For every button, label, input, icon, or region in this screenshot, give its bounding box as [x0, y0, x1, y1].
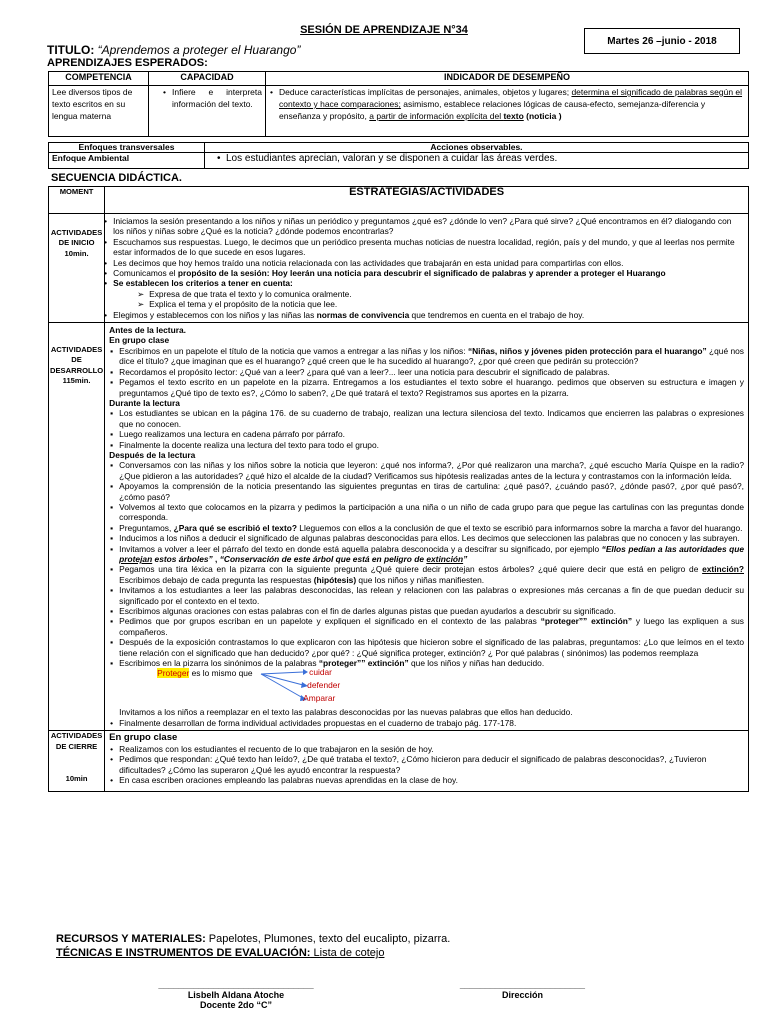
cierre-item: • Pedimos que respondan: ¿Qué texto han leído?, ¿De qué trataba el texto?, ¿Cómo hicieron para deducir el significado de palabras desconocidas?, ¿Tuvieron dificultades? ¿Cómo las superaron ¿Qué les ayudó encontrar la respuesta?: [119, 754, 744, 775]
inicio-proposito: • Comunicamos el propósito de la sesión: Hoy leerán una noticia para descubrir el significado de palabras y aprender a proteger el Huarango: [113, 268, 744, 278]
lesson-title: [47, 43, 300, 57]
tecnicas-line: TÉCNICAS E INSTRUMENTOS DE EVALUACIÓN: Lista de cotejo: [56, 947, 385, 959]
competencia-cell: Lee diversos tipos de texto escritos en su lengua materna: [49, 86, 149, 137]
despues-item: ▪ Pegamos una tira léxica en la pizarra con la siguiente pregunta ¿Qué quiere decir protejan estos árboles? ¿qué quiere decir que está en peligro de extinción? Escribimos debajo de cada pregunta las respuestas (hipótesis) que los niños y niñas manifiesten.: [119, 564, 744, 585]
despues-item: ▪ Después de la exposición contrastamos lo que explicaron con las hipótesis que hicieron sobre el significado de las palabras, preguntamos: ¿Lo que leímos en el texto tiene relación con el significado que han deducido? ¿por qué? : ¿Qué significa proteger, extinción? ¿ Por qué palabras ( sinónimos) las podemos reemplaza: [119, 637, 744, 658]
durante-item: ▪ Luego realizamos una lectura en cadena párrafo por párrafo.: [119, 429, 744, 439]
despues-item: ▪ Escribimos algunas oraciones con estas palabras con el fin de darles algunas pistas que puedan ayudarlos a descubrir su significado.: [119, 606, 744, 616]
inicio-item: • Escuchamos sus respuestas. Luego, le decimos que un periódico presenta muchas noticias de nuestra localidad, región, país y del mundo, y que al leerlas nos permite estar informados de lo que sucede en esos lugares.: [113, 237, 744, 258]
cierre-grupo: En grupo clase: [109, 732, 178, 744]
synonym-word: cuidar: [309, 667, 332, 678]
antes-heading: Antes de la lectura.: [109, 325, 186, 336]
antes-item: ▪ Escribimos en un papelote el título de la noticia que vamos a entregar a las niñas y los niños: “Niñas, niños y jóvenes piden protección para el huarango” ¿qué nos dice el título? ¿que imaginan que es el huarango? ¿qué creen que le ha sucedido al huarango?, ¿por qué creen que pedirán su protección?: [119, 346, 744, 367]
synonym-arrows: [259, 668, 309, 704]
date-box: Martes 26 –junio - 2018: [584, 28, 740, 54]
enfoque-cell: Enfoque Ambiental: [49, 153, 205, 169]
secuencia-table: [48, 186, 749, 792]
synonyms-diagram: [109, 668, 744, 704]
competencias-table: [48, 71, 749, 137]
durante-item: ▪ Los estudiantes se ubican en la página 176. de su cuaderno de trabajo, realizan una lectura silenciosa del texto. Indicamos que encierren las palabras o expresiones que no conocen.: [119, 408, 744, 429]
despues-item: ▪ Invitamos a volver a leer el párrafo del texto en donde está aquella palabra desconocida y a descifrar su significado, por ejemplo “Ellos pedían a las autoridades que protejan estos árboles” , “Conservación de este árbol que está en peligro de extinción”: [119, 544, 744, 565]
accion-item: • Los estudiantes aprecian, valoran y se disponen a cuidar las áreas verdes.: [226, 153, 745, 164]
despues-item: ▪ Invitamos a los estudiantes a leer las palabras desconocidas, las relean y relacionen con las palabras o expresiones más cercanas a fin de que puedan deducir su significado por el contexto en el texto.: [119, 585, 744, 606]
despues-item: ▪ Preguntamos, ¿Para qué se escribió el texto? Lleguemos con ellos a la conclusión de que el texto se escribió para informarnos sobre la marcha a favor del huarango.: [119, 523, 744, 533]
enfoques-header: Enfoques transversales: [49, 143, 205, 153]
strategies-header: ESTRATEGIAS/ACTIVIDADES: [105, 187, 749, 214]
col-header-indicador: INDICADOR DE DESEMPEÑO: [266, 72, 749, 86]
capacidad-cell: [149, 86, 266, 137]
durante-heading: Durante la lectura: [109, 397, 180, 408]
final-item: • Finalmente desarrollan de forma individual actividades propuestas en el cuaderno de trabajo pág. 177-178.: [119, 718, 744, 728]
despues-item: ▪ Apoyamos la comprensión de la noticia presentando las siguientes preguntas en tiras de cartulina: ¿qué pasó?, ¿cuándo pasó?, ¿dónde pasó?, ¿por qué pasó?, ¿cómo pasó?: [119, 481, 744, 502]
cierre-content: [105, 731, 749, 792]
secuencia-label: SECUENCIA DIDÁCTICA.: [51, 172, 182, 184]
direccion-label: Dirección: [501, 990, 543, 1000]
desarrollo-label: ACTIVIDADES DE DESARROLLO 115min.: [49, 323, 105, 731]
despues-item: ▪ Conversamos con las niñas y los niños sobre la noticia que leyeron: ¿qué nos informa?, ¿Por qué realizaron una marcha?, ¿qué escucho María Quispe en la radio? ¿Que pidieron a las autoridades? ¿qué hizo el alcalde de la ciudad? Verificamos sus hipótesis realizadas antes de la lectura y contrastamos con la información leída.: [119, 460, 744, 481]
indicador-item: • Deduce características implícitas de personajes, animales, objetos y lugares; determina el significado de palabras según el contexto y hace comparaciones; asimismo, establece relaciones lógicas de causa-efecto, semejanza-diferencia y enseñanza y propósito, a partir de información explícita del texto (noticia ): [279, 86, 745, 122]
antes-item: ▪ Pegamos el texto escrito en un papelote en la pizarra. Entregamos a los estudiantes el texto sobre el huarango. pedimos que observen su estructura e imagen y preguntamos ¿Qué tipo de texto es?, ¿Cómo lo saben?, ¿De qué tratará el texto? Registramos sus aportes en la pizarra.: [119, 377, 744, 398]
docente-role: Docente 2do “C”: [199, 1000, 272, 1010]
indicador-cell: [266, 86, 749, 137]
despues-item: ▪ Escribimos en la pizarra los sinónimos de la palabras “proteger”” extinción” que los niños y niñas han deducido.: [119, 658, 744, 668]
signature-direccion: [455, 980, 590, 1000]
criterio-item: ➢ Explica el tema y el propósito de la noticia que lee.: [149, 299, 744, 309]
criterio-item: ➢ Expresa de que trata el texto y lo comunica oralmente.: [149, 289, 744, 299]
desarrollo-content: [105, 323, 749, 731]
capacidad-item: • Infiere e interpreta información del texto.: [172, 86, 262, 110]
col-header-competencia: COMPETENCIA: [49, 72, 149, 86]
despues-item: ▪ Pedimos que por grupos escriban en un papelote y expliquen el significado en el contexto de las palabras “proteger”” extinción” y luego las expliquen a sus compañeros.: [119, 616, 744, 637]
signature-line: _______________________________: [158, 980, 314, 990]
acciones-header: Acciones observables.: [205, 143, 749, 153]
proteger-text: Proteger es lo mismo que: [157, 668, 253, 679]
cierre-label: ACTIVIDADES DE CIERRE 10min: [49, 731, 105, 792]
grupo-heading: En grupo clase: [109, 335, 170, 346]
session-title: SESIÓN DE APRENDIZAJE N°34: [300, 24, 468, 36]
moment-header: MOMENT: [49, 187, 105, 214]
titulo-text: “Aprendemos a proteger el Huarango”: [97, 43, 301, 57]
inicio-item: • Les decimos que hoy hemos traído una noticia relacionada con las actividades que trabajarán en esta unidad para compartirlas con ellos.: [113, 258, 744, 268]
signature-docente: [150, 980, 322, 1010]
despues-heading: Después de la lectura: [109, 449, 196, 460]
col-header-capacidad: CAPACIDAD: [149, 72, 266, 86]
enfoques-table: [48, 142, 749, 169]
synonym-word: defender: [307, 680, 341, 691]
cierre-item: • Realizamos con los estudiantes el recuento de lo que trabajaron en la sesión de hoy.: [119, 744, 744, 754]
inicio-normas: • Elegimos y establecemos con los niños y las niñas las normas de convivencia que tendremos en cuenta en el trabajo de hoy.: [113, 310, 744, 320]
despues-item: ▪ Inducimos a los niños a deducir el significado de algunas palabras desconocidas para ellos. Les decimos que seleccionen las palabras que no conocen y las subrayen.: [119, 533, 744, 543]
durante-item: ▪ Finalmente la docente realiza una lectura del texto para todo el grupo.: [119, 440, 744, 450]
docente-name: Lisbelh Aldana Atoche: [187, 990, 285, 1000]
inicio-label: ACTIVIDADES DE INICIO 10min.: [49, 214, 105, 323]
recursos-line: RECURSOS Y MATERIALES: Papelotes, Plumones, texto del eucalipto, pizarra.: [56, 933, 451, 945]
antes-item: ▪ Recordamos el propósito lector: ¿Qué van a leer? ¿para qué van a leer?... leer una noticia para descubrir el significado de palabras.: [119, 367, 744, 377]
inicio-content: [105, 214, 749, 323]
synonym-word: Amparar: [303, 693, 336, 704]
signature-line: _________________________: [459, 980, 586, 990]
titulo-label: TITULO:: [47, 43, 95, 57]
inicio-item: • Iniciamos la sesión presentando a los niños y niñas un periódico y preguntamos ¿qué es? ¿dónde lo ven? ¿Para qué sirve? ¿Qué encontramos en él? dialogando con los niños y niñas sobre ¿Qué es la noticia? ¿dónde podemos encontrarlas?: [113, 216, 744, 237]
inicio-criterios: • Se establecen los criterios a tener en cuenta:: [113, 278, 744, 288]
reemplazar-text: Invitamos a los niños a reemplazar en el texto las palabras desconocidas por las nuevas palabras que ellos han deducido.: [119, 707, 573, 718]
aprendizajes-label: APRENDIZAJES ESPERADOS:: [47, 57, 208, 69]
accion-cell: [205, 153, 749, 169]
cierre-item: • En casa escriben oraciones empleando las palabras nuevas aprendidas en la clase de hoy.: [119, 775, 744, 785]
despues-item: ▪ Volvemos al texto que colocamos en la pizarra y pedimos la participación a una niña o un niño de cada grupo para que pegue las cartulinas con las preguntas donde corresponda.: [119, 502, 744, 523]
